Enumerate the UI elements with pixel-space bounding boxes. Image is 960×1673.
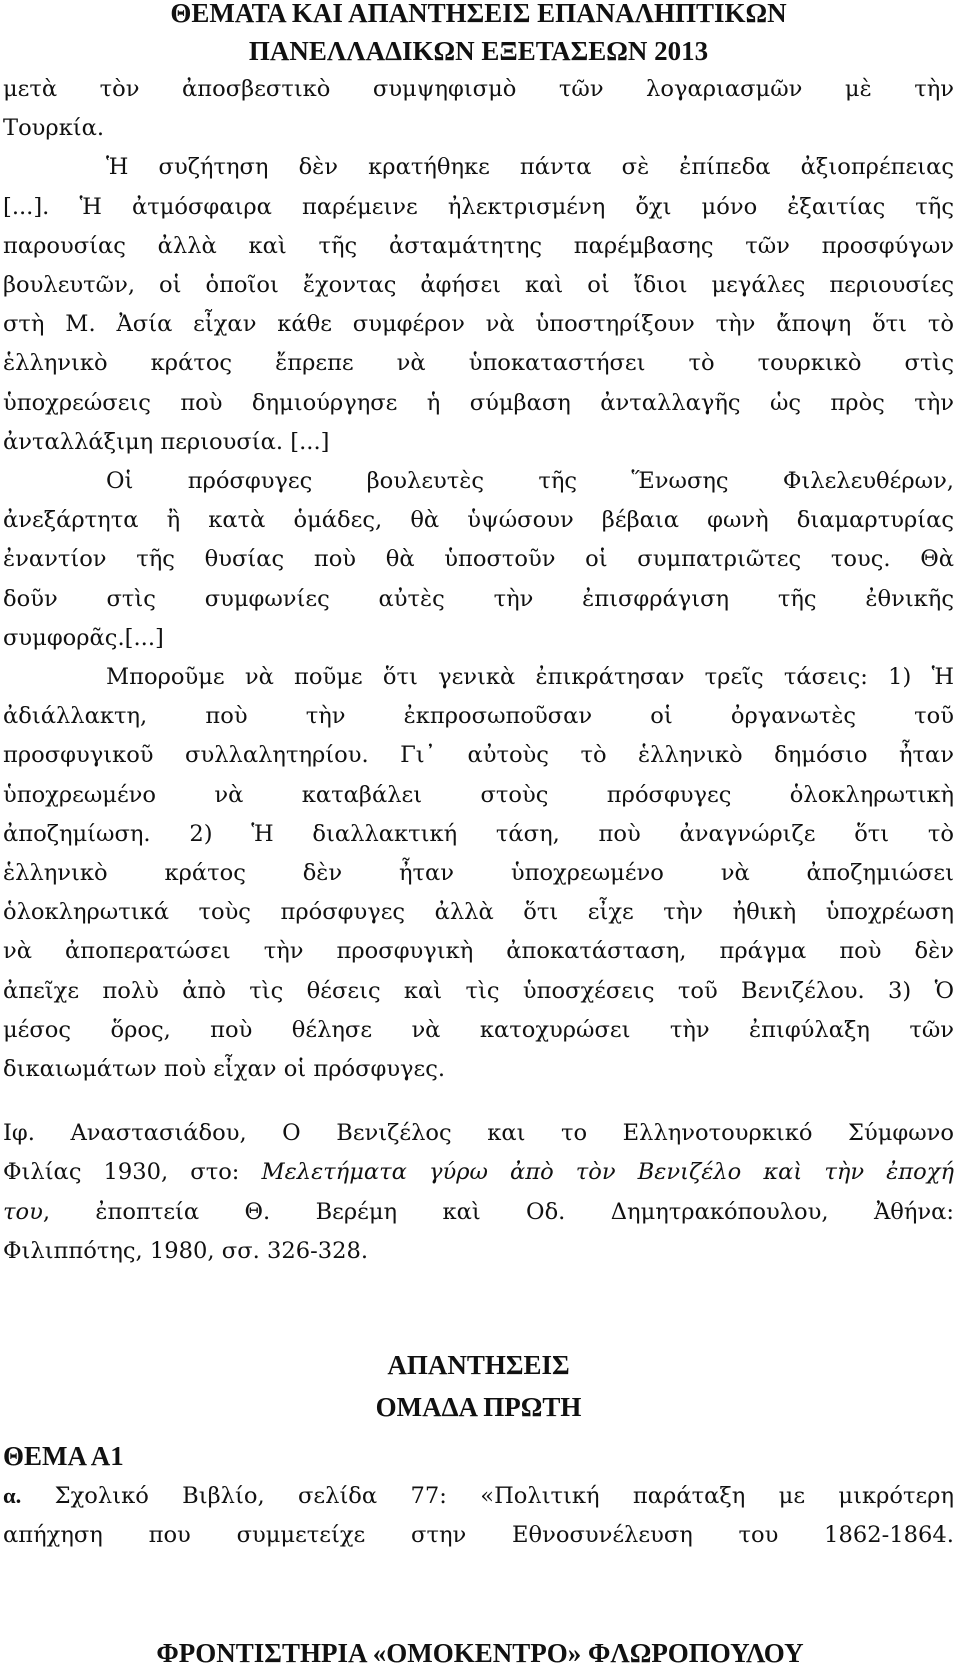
text-line: ὑποχρεωμένο νὰ καταβάλει στοὺς πρόσφυγες ὁλοκληρωτικὴ [3,781,954,808]
answer-label: α. [3,1483,22,1509]
text-line: προσφυγικοῦ συλλαλητηρίου. Γι᾽ αὐτοὺς τὸ ἑλληνικὸ δημόσιο ἦταν [3,742,954,769]
answer-line: απήχηση που συμμετείχε στην Εθνοσυνέλευση του 1862-1864. [3,1522,954,1549]
text-line: δικαιωμάτων ποὺ εἶχαν οἱ πρόσφυγες. [3,1056,446,1083]
theme-heading: ΘΕΜΑ Α1 [3,1441,124,1472]
text-line: μετὰ τὸν ἀποσβεστικὸ συμψηφισμὸ τῶν λογαριασμῶν μὲ τὴν [3,76,954,102]
text-line: Μποροῦμε νὰ ποῦμε ὅτι γενικὰ ἐπικράτησαν τρεῖς τάσεις: 1) Ἡ [106,664,954,691]
text-line: [...]. Ἡ ἀτμόσφαιρα παρέμεινε ἠλεκτρισμένη ὄχι μόνο ἐξαιτίας τῆς [3,193,954,220]
answer-item [3,1476,954,1555]
text-line: βουλευτῶν, οἱ ὁποῖοι ἔχοντας ἀφήσει καὶ οἱ ἴδιοι μεγάλες περιουσίες [3,272,954,299]
citation-line: Ιφ. Αναστασιάδου, Ο Βενιζέλος και το Ελληνοτουρκικό Σύμφωνο [3,1120,954,1147]
citation-text: , ἐποπτεία Θ. Βερέμη καὶ Οδ. Δημητρακόπουλου, Ἀθήνα: [42,1198,954,1225]
citation-book-title-end: του [3,1198,43,1225]
text-line: δοῦν στὶς συμφωνίες αὐτὲς τὴν ἐπισφράγιση τῆς ἐθνικῆς [3,585,954,612]
text-line: ἀποζημίωση. 2) Ἡ διαλλακτική τάση, ποὺ ἀναγνώριζε ὅτι τὸ [3,820,954,847]
text-line: ἑλληνικὸ κράτος δὲν ἦταν ὑποχρεωμένο νὰ ἀποζημιώσει [3,860,954,887]
text-line: ἀνεξάρτητα ἢ κατὰ ὁμάδες, θὰ ὑψώσουν βέβαια φωνὴ διαμαρτυρίας [3,507,954,534]
text-line: ἑλληνικὸ κράτος ἔπρεπε νὰ ὑποκαταστήσει τὸ τουρκικὸ στὶς [3,350,954,377]
text-line: Τουρκία. [3,115,105,142]
text-line: νὰ ἀποπερατώσει τὴν προσφυγικὴ ἀποκατάσταση, πράγμα ποὺ δὲν [3,938,954,965]
citation-line: Φιλιππότης, 1980, σσ. 326-328. [3,1237,369,1264]
passage-paragraph-4 [3,658,954,1089]
passage-paragraph-2 [3,148,954,462]
page-header [3,0,954,70]
text-line: ἀδιάλλακτη, ποὺ τὴν ἐκπροσωποῦσαν οἱ ὀργανωτὲς τοῦ [3,703,954,730]
passage-paragraph-1 [3,70,954,148]
page-footer: ΦΡΟΝΤΙΣΤΗΡΙΑ «ΟΜΟΚΕΝΤΡΟ» ΦΛΩΡΟΠΟΥΛΟΥ [156,1638,804,1668]
citation-line [3,1153,954,1192]
text-line: μέσος ὅρος, ποὺ θέλησε νὰ κατοχυρώσει τὴν ἐπιφύλαξη τῶν [3,1016,954,1043]
header-line-1: ΘΕΜΑΤΑ ΚΑΙ ΑΠΑΝΤΗΣΕΙΣ ΕΠΑΝΑΛΗΠΤΙΚΩΝ [170,0,787,28]
answer-line [3,1476,954,1516]
group-title: ΟΜΑΔΑ ΠΡΩΤΗ [375,1392,582,1423]
text-line: Ἡ συζήτηση δὲν κρατήθηκε πάντα σὲ ἐπίπεδα ἀξιοπρέπειας [106,154,954,181]
text-line: ἀπεῖχε πολὺ ἀπὸ τὶς θέσεις καὶ τὶς ὑποσχέσεις τοῦ Βενιζέλου. 3) Ὁ [3,977,954,1004]
citation-line [3,1193,954,1232]
text-line: ἐναντίον τῆς θυσίας ποὺ θὰ ὑποστοῦν οἱ συμπατριῶτες τους. Θὰ [3,546,954,573]
citation-text: Φιλίας 1930, στο: [3,1159,262,1186]
answers-heading [3,1344,954,1428]
text-line: παρουσίας ἀλλὰ καὶ τῆς ἀσταμάτητης παρέμβασης τῶν προσφύγων [3,232,954,259]
text-line: ὁλοκληρωτικά τοὺς πρόσφυγες ἀλλὰ ὅτι εἶχε τὴν ἠθικὴ ὑποχρέωση [3,899,954,926]
source-citation [3,1114,954,1271]
citation-book-title: Μελετήματα γύρω ἀπὸ τὸν Βενιζέλο καὶ τὴν ἐποχή [261,1159,954,1186]
answers-title: ΑΠΑΝΤΗΣΕΙΣ [387,1350,570,1381]
passage-paragraph-3 [3,462,954,658]
text-line: ἀνταλλάξιμη περιουσία. [...] [3,428,330,455]
text-line: ὑποχρεώσεις ποὺ δημιούργησε ἡ σύμβαση ἀνταλλαγῆς ὡς πρὸς τὴν [3,389,954,416]
header-line-2: ΠΑΝΕΛΛΑΔΙΚΩΝ ΕΞΕΤΑΣΕΩΝ 2013 [248,36,709,66]
text-line: στὴ Μ. Ἀσία εἶχαν κάθε συμφέρον νὰ ὑποστηρίξουν τὴν ἄποψη ὅτι τὸ [3,311,954,338]
text-line: Οἱ πρόσφυγες βουλευτὲς τῆς Ἕνωσης Φιλελευθέρων, [106,468,954,495]
text-line: συμφορᾶς.[...] [3,624,164,651]
answer-text: Σχολικό Βιβλίο, σελίδα 77: «Πολιτική παράταξη με μικρότερη [21,1483,954,1510]
